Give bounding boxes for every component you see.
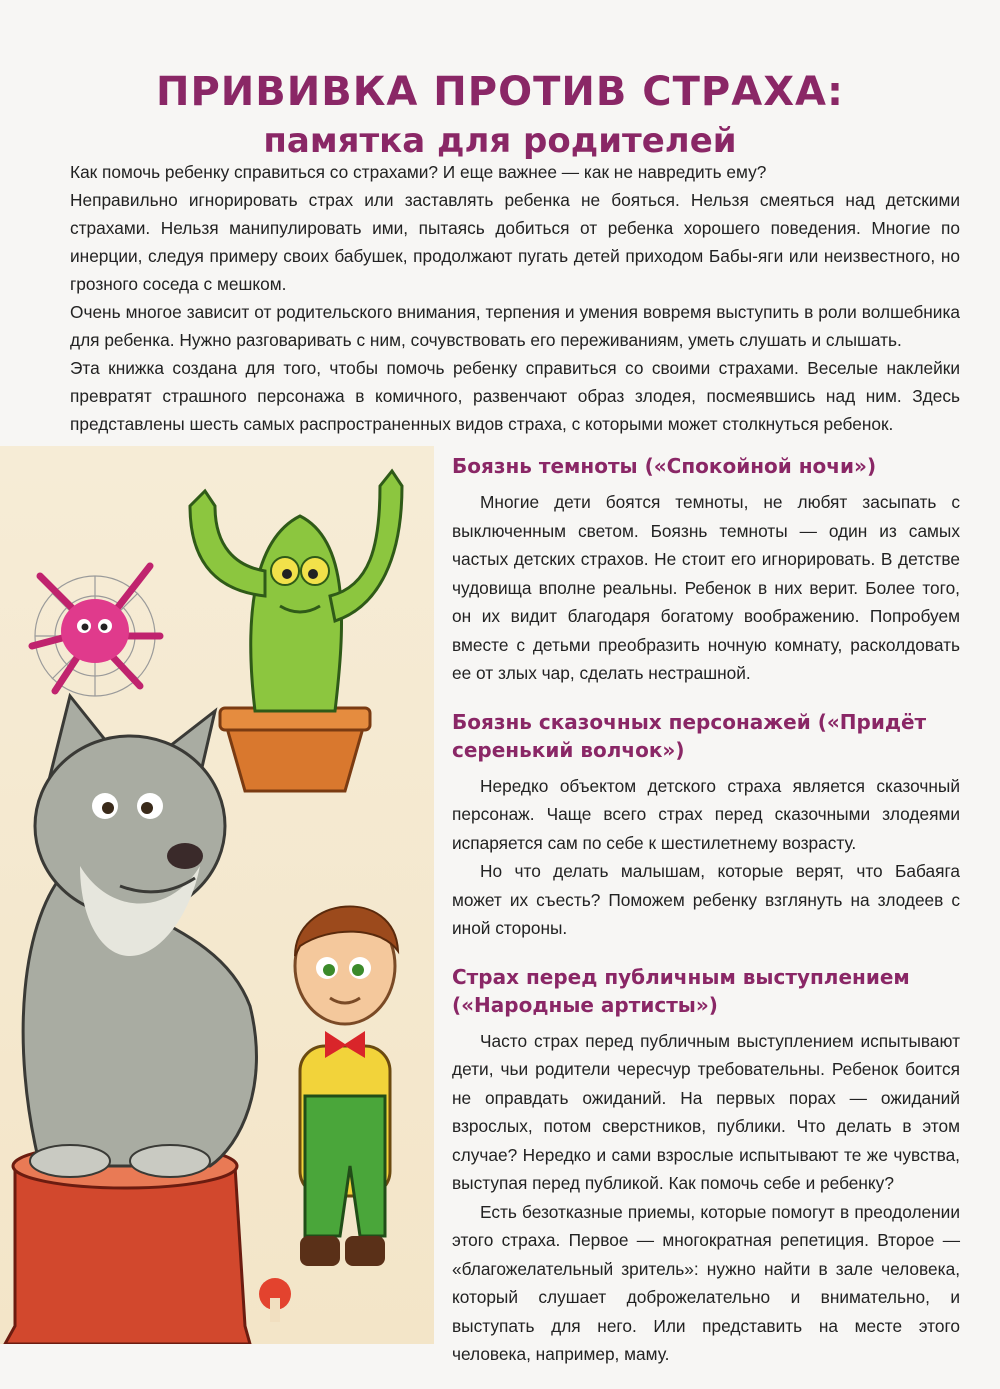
- sections-column: [452, 452, 960, 1389]
- intro-paragraph: Очень многое зависит от родительского внимания, терпения и умения вовремя выступить в роли волшебника для ребенка. Нужно разговаривать с ним, сочувствовать его переживаниям, уметь слушать и слышать.: [70, 302, 960, 350]
- illustration-panel: [0, 446, 434, 1344]
- section-darkness: [452, 452, 960, 688]
- intro-paragraph: Как помочь ребенку справиться со страхами? И еще важнее — как не навредить ему?: [70, 162, 767, 182]
- section-paragraph: Но что делать малышам, которые верят, что Бабаяга может их съесть? Поможем ребенку взглянуть на злодеев с иной стороны.: [452, 861, 960, 938]
- wolf-icon: [23, 696, 256, 1177]
- spider-icon: [32, 566, 160, 691]
- section-fairytale: [452, 708, 960, 943]
- cactus-icon: [190, 471, 402, 791]
- section-public-speaking: [452, 963, 960, 1369]
- intro-text: [70, 158, 960, 438]
- section-paragraph: Нередко объектом детского страха является сказочный персонаж. Чаще всего страх перед сказочными злодеями испаряется сам по себе к шестилетнему возрасту.: [452, 775, 960, 853]
- title-line-2: памятка для родителей: [263, 121, 737, 162]
- title-line-1: ПРИВИВКА ПРОТИВ СТРАХА:: [156, 69, 844, 116]
- boy-icon: [295, 906, 398, 1266]
- intro-paragraph: Эта книжка создана для того, чтобы помочь ребенку справиться со своими страхами. Веселые наклейки превратят страшного персонажа в комичного, развенчают образ злодея, посмеявшись над ним. Здесь представлены шесть самых распространенных видов страха, с которыми может столкнуться ребенок.: [70, 358, 960, 434]
- section-heading: Боязнь сказочных персонажей («Придёт серенький волчок»): [452, 709, 927, 762]
- intro-paragraph: Неправильно игнорировать страх или заставлять ребенка не бояться. Нельзя смеяться над детскими страхами. Нельзя манипулировать ими, пытаясь добиться от ребенка хорошего поведения. Многие по инерции, следуя примеру своих бабушек, продолжают пугать детей приходом Бабы-яги или неизвестного, но грозного соседа с мешком.: [70, 190, 960, 294]
- section-heading: Страх перед публичным выступлением («Народные артисты»): [452, 964, 910, 1017]
- section-paragraph: Часто страх перед публичным выступлением испытывают дети, чьи родители чересчур требовательны. Ребенок боится не оправдать ожиданий. На первых порах — ожиданий взрослых, потом сверстников, публики. Что делать в этом случае? Нередко и сами взрослые испытывают те же чувства, выступая перед публикой. Как помочь себе и ребенку?: [452, 1030, 960, 1193]
- section-heading: Боязнь темноты («Спокойной ночи»): [452, 454, 877, 478]
- page-title: [0, 69, 1000, 161]
- cartoon-illustration: [0, 446, 434, 1344]
- section-paragraph: Есть безотказные приемы, которые помогут в преодолении этого страха. Первое — многократная репетиция. Второе — «благожелательный зритель»: нужно найти в зале человека, который слушает доброжелательно и внимательно, и выступать для него. Или представить на месте этого человека, например, маму.: [452, 1201, 960, 1364]
- section-paragraph: Многие дети боятся темноты, не любят засыпать с выключенным светом. Боязнь темноты — один из самых частых детских страхов. Не стоит его игнорировать. В детстве чудовища вполне реальны. Ребенок в них верит. Более того, он их видит благодаря богатому воображению. Попробуем вместе с детьми преобразить ночную комнату, расколдовать ее от злых чар, сделать нестрашной.: [452, 492, 960, 683]
